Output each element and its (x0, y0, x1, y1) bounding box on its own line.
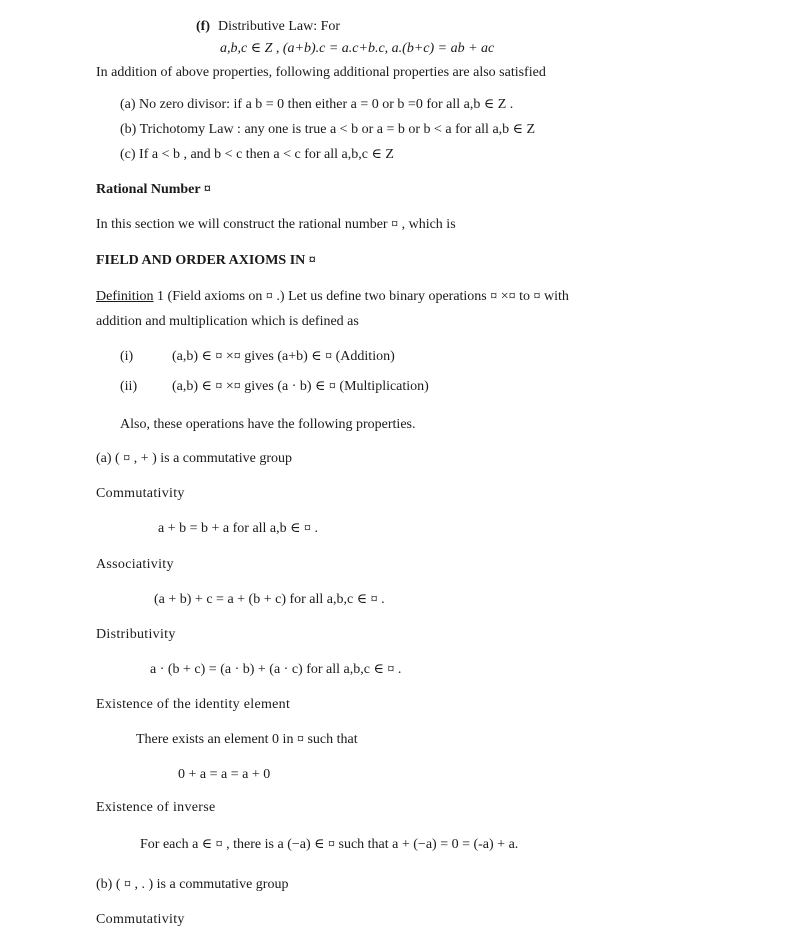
commutativity-heading-2: Commutativity (96, 912, 185, 927)
also-text: Also, these operations have the following properties. (120, 417, 416, 432)
definition-text-1: 1 (Field axioms on ¤ .) Let us define two binary operations ¤ ×¤ to ¤ with (157, 289, 569, 304)
f-title: Distributive Law: For (218, 19, 341, 34)
rational-heading: Rational Number ¤ (96, 182, 211, 197)
rational-intro: In this section we will construct the rational number ¤ , which is (96, 217, 456, 232)
definition-label: Definition (96, 289, 154, 304)
operation-ii-label: (ii) (120, 379, 138, 394)
identity-text: There exists an element 0 in ¤ such that (136, 732, 358, 747)
commutativity-heading: Commutativity (96, 486, 185, 501)
identity-heading: Existence of the identity element (96, 697, 291, 712)
property-c: (c) If a < b , and b < c then a < c for all a,b,c ∈ Z (120, 147, 394, 162)
definition-line-1 (96, 288, 698, 306)
commutativity-formula: a + b = b + a for all a,b ∈ ¤ . (158, 521, 319, 536)
group-a: (a) ( ¤ , + ) is a commutative group (96, 451, 293, 466)
property-a: (a) No zero divisor: if a b = 0 then either a = 0 or b =0 for all a,b ∈ Z . (120, 97, 514, 112)
associativity-formula: (a + b) + c = a + (b + c) for all a,b,c ∈ ¤ . (154, 592, 385, 607)
f-label: (f) (196, 19, 210, 34)
group-b: (b) ( ¤ , . ) is a commutative group (96, 877, 289, 892)
associativity-heading: Associativity (96, 557, 174, 572)
distributivity-heading: Distributivity (96, 627, 176, 642)
f-formula: a,b,c ∈ Z , (a+b).c = a.c+b.c, a.(b+c) = ab + ac (220, 41, 495, 56)
operation-i-text: (a,b) ∈ ¤ ×¤ gives (a+b) ∈ ¤ (Addition) (172, 349, 395, 364)
property-b: (b) Trichotomy Law : any one is true a < b or a = b or b < a for all a,b ∈ Z (120, 122, 536, 137)
definition-text-2: addition and multiplication which is defined as (96, 314, 359, 329)
operation-ii-text: (a,b) ∈ ¤ ×¤ gives (a · b) ∈ ¤ (Multiplication) (172, 379, 429, 394)
distributivity-formula: a · (b + c) = (a · b) + (a · c) for all a,b,c ∈ ¤ . (150, 662, 402, 677)
intro-additional: In addition of above properties, following additional properties are also satisfied (96, 65, 546, 80)
inverse-text: For each a ∈ ¤ , there is a (−a) ∈ ¤ such that a + (−a) = 0 = (-a) + a. (140, 837, 519, 852)
field-heading: FIELD AND ORDER AXIOMS IN ¤ (96, 253, 316, 268)
operation-i-label: (i) (120, 349, 134, 364)
inverse-heading: Existence of inverse (96, 800, 216, 815)
identity-formula: 0 + a = a = a + 0 (178, 767, 271, 782)
